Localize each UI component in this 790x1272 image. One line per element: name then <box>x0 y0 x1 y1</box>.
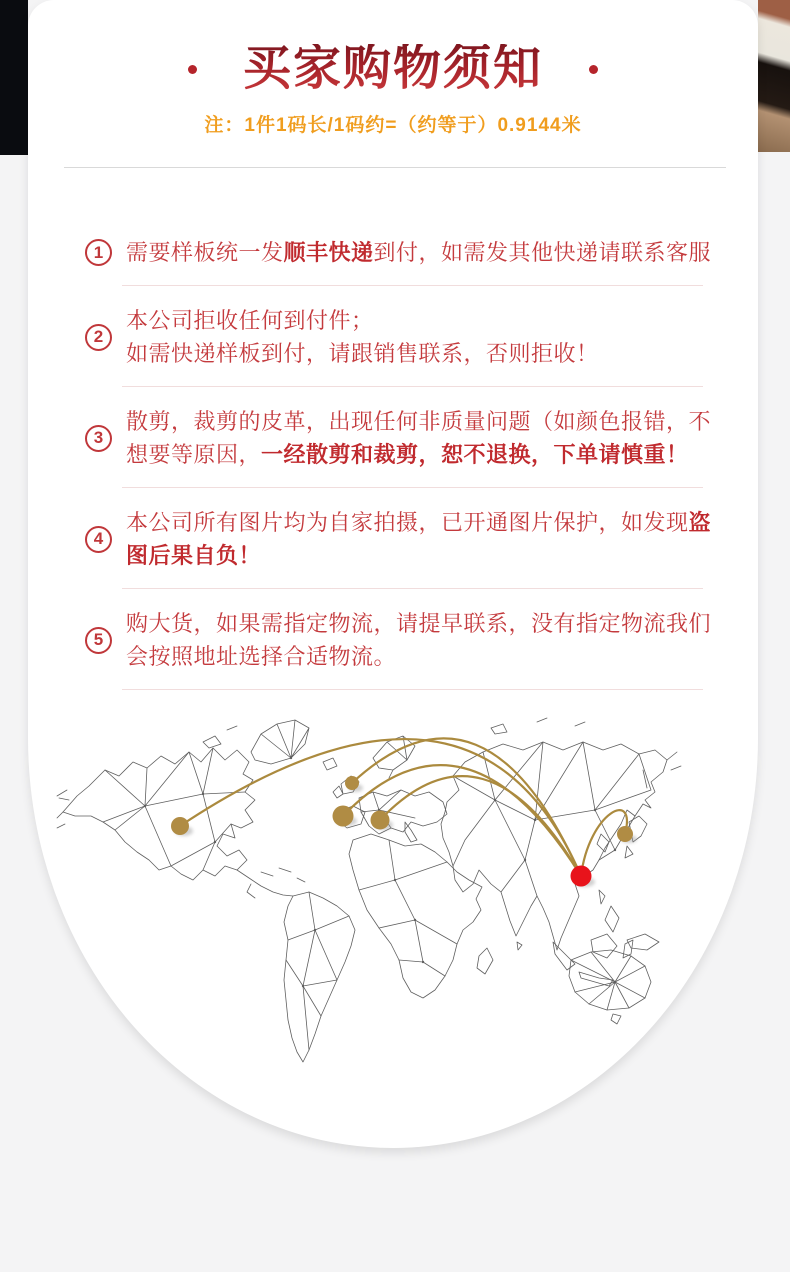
notice-text-segment: 到付，如需发其他快递请联系客服 <box>373 240 712 266</box>
item-divider <box>122 588 703 589</box>
hub-dot-gold <box>617 826 633 842</box>
notice-text-line: 本公司拒收任何到付件； <box>126 308 374 334</box>
route-arc <box>581 810 627 876</box>
notice-text-bold: 一经散剪和裁剪，恕不退换，下单请慎重！ <box>261 442 689 468</box>
item-divider <box>122 487 703 488</box>
notice-text-segment: 本公司所有图片均为自家拍摄，已开通图片保护，如发现 <box>126 510 689 536</box>
notice-list <box>28 168 758 690</box>
notice-number-badge: 5 <box>85 627 112 654</box>
item-divider <box>122 386 703 387</box>
world-map-svg <box>55 700 735 1072</box>
route-arc <box>380 776 581 876</box>
notice-item-5 <box>85 607 758 673</box>
notice-text <box>126 304 730 370</box>
notice-text <box>126 506 730 572</box>
route-arc <box>352 738 581 876</box>
notice-text-segment: 散剪，裁剪的皮革，出现任何非质量问题（如颜色报错，不想要等原因， <box>126 409 712 468</box>
notice-text <box>126 236 730 269</box>
page-title: 买家购物须知 <box>242 42 543 95</box>
notice-item-2 <box>85 304 758 370</box>
hub-dot-gold <box>345 776 359 790</box>
notice-number-badge: 2 <box>85 324 112 351</box>
title-dot-right-icon <box>589 65 598 74</box>
notice-number-badge: 3 <box>85 425 112 452</box>
notice-text-segment: 需要样板统一发 <box>126 240 284 266</box>
item-divider <box>122 285 703 286</box>
background-black-strip <box>0 0 28 155</box>
title-dot-left-icon <box>188 65 197 74</box>
shipping-hub-dots <box>171 776 637 887</box>
notice-text-bold: 顺丰快递 <box>283 240 374 266</box>
notice-card <box>28 0 758 1148</box>
world-map-illustration <box>55 700 735 1072</box>
hub-dot-gold <box>371 811 390 830</box>
hub-dot-gold <box>171 817 189 835</box>
notice-item-1 <box>85 236 758 269</box>
title-row <box>28 44 758 94</box>
yard-length-note: 注：1件1码长/1码约=（约等于）0.9144米 <box>204 115 582 137</box>
notice-item-3 <box>85 405 758 471</box>
notice-text-segment: 购大货，如果需指定物流，请提早联系，没有指定物流我们会按照地址选择合适物流。 <box>126 611 712 670</box>
notice-text <box>126 405 730 471</box>
notice-text <box>126 607 730 673</box>
hub-dot-gold <box>333 806 354 827</box>
notice-text-bold: 盗图后果自负！ <box>126 510 712 569</box>
item-divider <box>122 689 703 690</box>
hub-dot-origin-red <box>571 866 592 887</box>
notice-number-badge: 4 <box>85 526 112 553</box>
notice-item-4 <box>85 506 758 572</box>
notice-header <box>28 0 758 168</box>
notice-text-line: 如需快递样板到付，请跟销售联系，否则拒收！ <box>126 341 599 367</box>
background-photo-strip <box>758 0 790 152</box>
notice-number-badge: 1 <box>85 239 112 266</box>
shipping-route-arcs <box>180 738 627 876</box>
